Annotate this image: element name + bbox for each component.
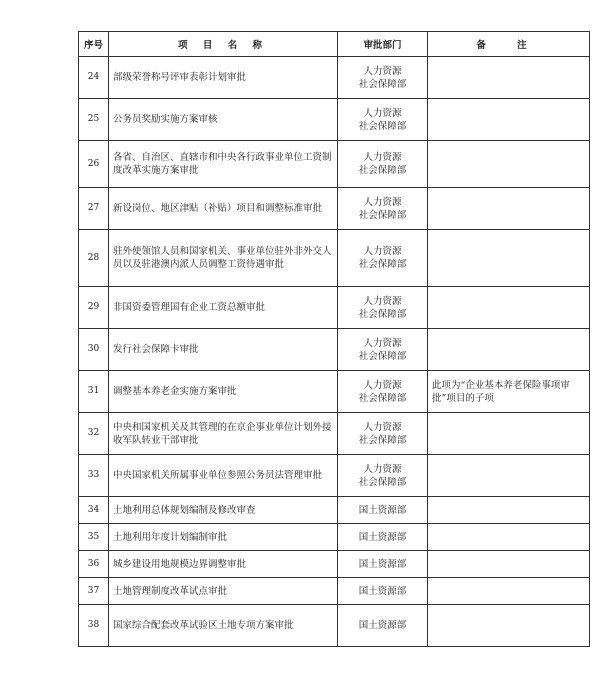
row-approval-department: 国土资源部 bbox=[338, 551, 428, 578]
row-remarks bbox=[428, 99, 590, 141]
row-remarks bbox=[428, 230, 590, 287]
row-item-name: 公务员奖励实施方案审核 bbox=[109, 99, 338, 141]
row-remarks bbox=[428, 141, 590, 188]
row-remarks bbox=[428, 57, 590, 99]
row-item-name: 各省、自治区、直辖市和中央各行政事业单位工资制度改革实施方案审批 bbox=[109, 141, 338, 188]
row-approval-department: 国土资源部 bbox=[338, 605, 428, 647]
row-approval-department: 国土资源部 bbox=[338, 497, 428, 524]
row-approval-department: 人力资源 社会保障部 bbox=[338, 230, 428, 287]
row-item-name: 驻外使领馆人员和国家机关、事业单位驻外非外交人员以及驻港澳内派人员调整工资待遇审批 bbox=[109, 230, 338, 287]
table-row bbox=[79, 141, 590, 188]
table-row bbox=[79, 578, 590, 605]
header-serial-number: 序号 bbox=[79, 32, 109, 57]
header-remarks: 备 注 bbox=[428, 32, 590, 57]
header-item-name: 项 目 名 称 bbox=[109, 32, 338, 57]
row-serial-number: 25 bbox=[79, 99, 109, 141]
row-serial-number: 36 bbox=[79, 551, 109, 578]
row-remarks bbox=[428, 455, 590, 497]
table-row bbox=[79, 57, 590, 99]
row-serial-number: 34 bbox=[79, 497, 109, 524]
table-row bbox=[79, 230, 590, 287]
row-remarks bbox=[428, 578, 590, 605]
row-remarks bbox=[428, 329, 590, 371]
approval-items-table bbox=[78, 31, 590, 647]
row-item-name: 调整基本养老金实施方案审批 bbox=[109, 371, 338, 413]
row-serial-number: 32 bbox=[79, 413, 109, 455]
row-serial-number: 33 bbox=[79, 455, 109, 497]
table-row bbox=[79, 188, 590, 230]
table-row bbox=[79, 99, 590, 141]
table-row bbox=[79, 371, 590, 413]
row-remarks: 此项为“企业基本养老保险事项审批”项目的子项 bbox=[428, 371, 590, 413]
row-approval-department: 人力资源 社会保障部 bbox=[338, 455, 428, 497]
table-header-row bbox=[79, 32, 590, 57]
row-serial-number: 31 bbox=[79, 371, 109, 413]
row-serial-number: 27 bbox=[79, 188, 109, 230]
row-item-name: 城乡建设用地规模边界调整审批 bbox=[109, 551, 338, 578]
row-remarks bbox=[428, 605, 590, 647]
row-serial-number: 26 bbox=[79, 141, 109, 188]
row-approval-department: 国土资源部 bbox=[338, 578, 428, 605]
row-serial-number: 35 bbox=[79, 524, 109, 551]
header-approval-department: 审批部门 bbox=[338, 32, 428, 57]
row-item-name: 发行社会保障卡审批 bbox=[109, 329, 338, 371]
row-item-name: 土地利用年度计划编制审批 bbox=[109, 524, 338, 551]
table-row bbox=[79, 605, 590, 647]
row-item-name: 新设岗位、地区津贴（补贴）项目和调整标准审批 bbox=[109, 188, 338, 230]
row-serial-number: 24 bbox=[79, 57, 109, 99]
table-row bbox=[79, 413, 590, 455]
table-row bbox=[79, 551, 590, 578]
row-remarks bbox=[428, 188, 590, 230]
row-serial-number: 37 bbox=[79, 578, 109, 605]
row-approval-department: 人力资源 社会保障部 bbox=[338, 413, 428, 455]
row-approval-department: 人力资源 社会保障部 bbox=[338, 99, 428, 141]
row-serial-number: 28 bbox=[79, 230, 109, 287]
row-approval-department: 人力资源 社会保障部 bbox=[338, 57, 428, 99]
table-row bbox=[79, 497, 590, 524]
row-remarks bbox=[428, 497, 590, 524]
row-item-name: 中央国家机关所属事业单位参照公务员法管理审批 bbox=[109, 455, 338, 497]
row-item-name: 土地管理制度改革试点审批 bbox=[109, 578, 338, 605]
row-remarks bbox=[428, 413, 590, 455]
row-approval-department: 人力资源 社会保障部 bbox=[338, 371, 428, 413]
table-row bbox=[79, 287, 590, 329]
table-row bbox=[79, 524, 590, 551]
row-item-name: 土地利用总体规划编制及修改审查 bbox=[109, 497, 338, 524]
row-approval-department: 人力资源 社会保障部 bbox=[338, 141, 428, 188]
row-serial-number: 38 bbox=[79, 605, 109, 647]
row-remarks bbox=[428, 551, 590, 578]
row-item-name: 非国资委管理国有企业工资总额审批 bbox=[109, 287, 338, 329]
table-row bbox=[79, 329, 590, 371]
row-serial-number: 29 bbox=[79, 287, 109, 329]
row-item-name: 部级荣誉称号评审表彰计划审批 bbox=[109, 57, 338, 99]
row-serial-number: 30 bbox=[79, 329, 109, 371]
row-approval-department: 人力资源 社会保障部 bbox=[338, 329, 428, 371]
table-row bbox=[79, 455, 590, 497]
row-approval-department: 人力资源 社会保障部 bbox=[338, 188, 428, 230]
row-item-name: 中央和国家机关及其管理的在京企事业单位计划外接收军队转业干部审批 bbox=[109, 413, 338, 455]
row-approval-department: 国土资源部 bbox=[338, 524, 428, 551]
row-remarks bbox=[428, 524, 590, 551]
row-approval-department: 人力资源 社会保障部 bbox=[338, 287, 428, 329]
row-item-name: 国家综合配套改革试验区土地专项方案审批 bbox=[109, 605, 338, 647]
row-remarks bbox=[428, 287, 590, 329]
